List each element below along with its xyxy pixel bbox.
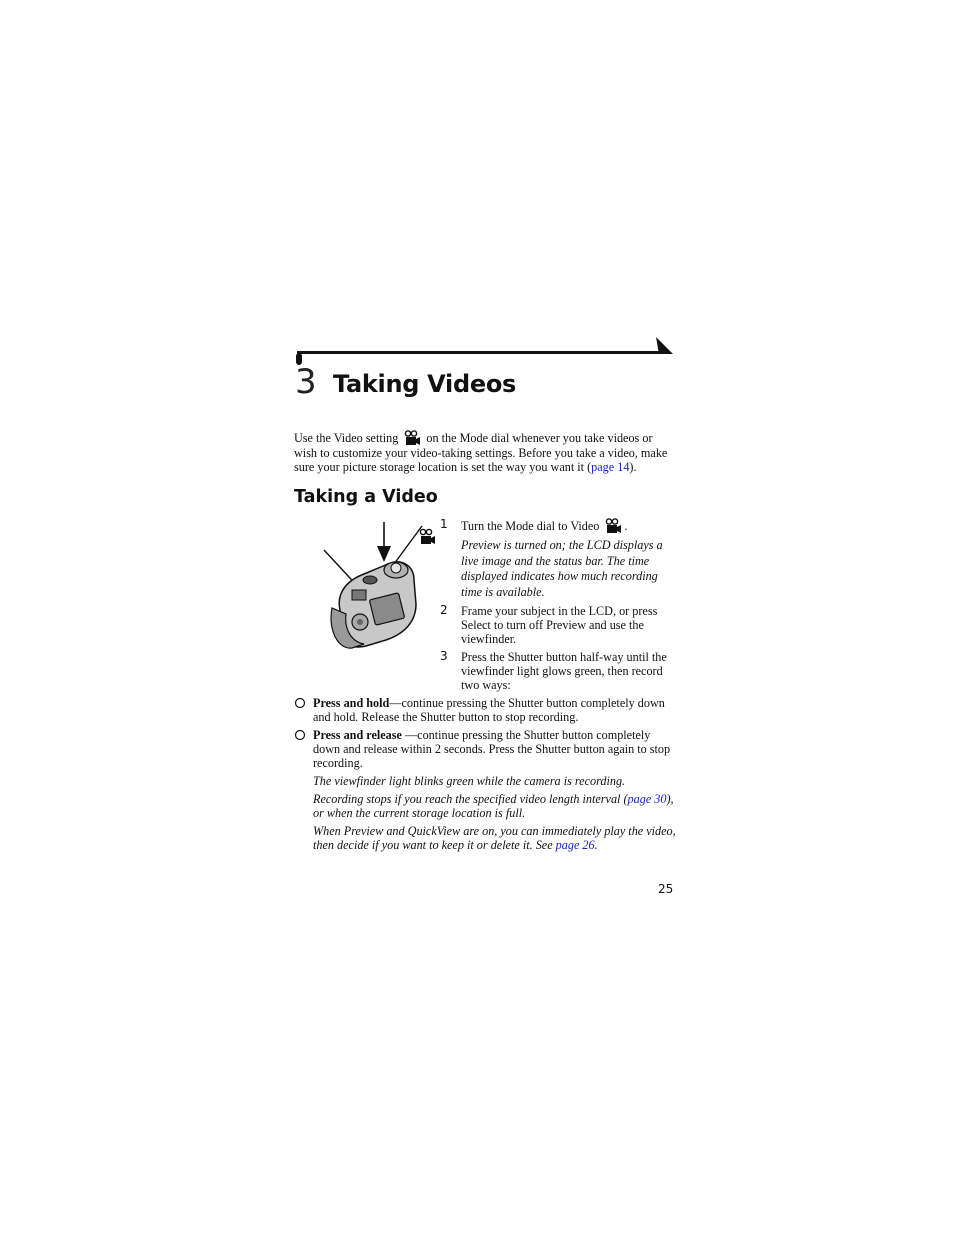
circle-bullet-icon [294,696,306,710]
chapter-rule [297,351,661,354]
step-text: Frame your subject in the LCD, or press Select to turn off Preview and use the viewfinder. [461,604,658,646]
note-text: When Preview and QuickView are on, you can immediately play the video, then decide if you want to keep it or delete it. See [313,824,676,852]
bullet-bold: Press and hold [313,696,390,710]
intro-page-link[interactable]: page 14 [591,460,630,474]
step-2 [440,604,680,646]
note-page-link[interactable]: page 26 [555,838,595,852]
circle-bullet-icon [294,728,306,742]
bullet-text: —continue pressing the Shutter button completely down and release within 2 seconds. Press the Shutter button again to stop recording. [313,728,671,770]
step-text: Turn the Mode dial to Video [461,519,600,533]
note-preview-quickview [313,824,678,852]
step-1-note [440,538,680,600]
note-recording-stops [313,792,678,820]
intro-text-3: ). [629,460,637,474]
step-text: Press the Shutter button half-way until the viewfinder light glows green, then record two ways: [461,650,667,692]
corner-arrow-icon [655,336,675,356]
chapter-number: 3 [295,362,317,402]
intro-text-1: Use the Video setting [294,431,399,445]
chapter-title: Taking Videos [333,370,516,398]
step-note: Preview is turned on; the LCD displays a live image and the status bar. The time displayed indicates how much recording time is available. [461,538,663,599]
note-text: Recording stops if you reach the specified video length interval ( [313,792,628,806]
step-number: 3 [440,649,448,663]
video-mode-icon [418,520,436,546]
note-blinks: The viewfinder light blinks green while the camera is recording. [313,774,626,788]
step-number: 1 [440,517,448,531]
section-title: Taking a Video [294,487,438,507]
page-number: 25 [658,882,674,896]
video-camera-icon [403,430,421,446]
bullet-press-and-release [294,728,674,770]
video-camera-icon [604,518,622,534]
note-text: ), or when the current storage location is full. [313,792,674,820]
bullet-bold: Press and release [313,728,402,742]
note-page-link[interactable]: page 30 [627,792,667,806]
step-3 [440,650,680,692]
bullet-press-and-hold [294,696,674,724]
intro-text-2: on the Mode dial whenever you take videos or wish to customize your video-taking settings. Before you take a video, make sure your picture storage location is set the way you want it ( [294,431,668,474]
bullet-text: —continue pressing the Shutter button completely down and hold. Release the Shutter button to stop recording. [313,696,665,724]
step-number: 2 [440,603,448,617]
step-1: 1 Turn the Mode dial to Video . [440,517,628,533]
note-text: . [594,838,598,852]
intro-paragraph [294,430,674,474]
